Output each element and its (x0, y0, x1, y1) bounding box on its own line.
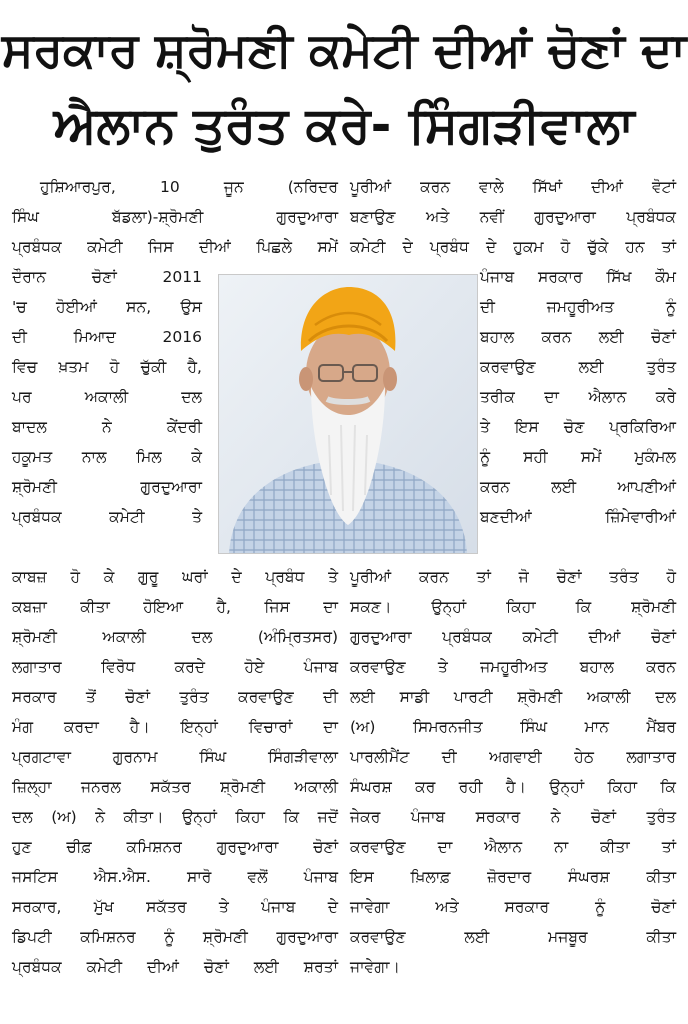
left-column-line: ਪ੍ਰਬੰਧਕ ਕਮੇਟੀ ਜਿਸ ਦੀਆਂ ਪਿਛਲੇ ਸਮੇਂ (12, 238, 338, 256)
right-column-line: ਜਾਵੇਗਾ ਅਤੇ ਸਰਕਾਰ ਨੂੰ ਚੋਣਾਂ (350, 898, 676, 916)
right-column-line: ਕਰਵਾਉਣ ਲਈ ਤੁਰੰਤ (480, 358, 676, 376)
right-column-line: ਜੇਕਰ ਪੰਜਾਬ ਸਰਕਾਰ ਨੇ ਚੋਣਾਂ ਤੁਰੰਤ (350, 808, 676, 826)
right-column-line: ਬਹਾਲ ਕਰਨ ਲਈ ਚੋਣਾਂ (480, 328, 676, 346)
portrait-illustration (219, 275, 477, 553)
right-column-line: ਸਕਣ। ਉਨ੍ਹਾਂ ਕਿਹਾ ਕਿ ਸ਼੍ਰੋਮਣੀ (350, 598, 676, 616)
left-column-line: ਹਕੂਮਤ ਨਾਲ ਮਿਲ ਕੇ (12, 448, 202, 466)
left-column-line: ਸ਼੍ਰੋਮਣੀ ਗੁਰਦੁਆਰਾ (12, 478, 202, 496)
left-column-line: ਜ਼ਿਲ੍ਹਾ ਜਨਰਲ ਸਕੱਤਰ ਸ਼੍ਰੋਮਣੀ ਅਕਾਲੀ (12, 778, 338, 796)
right-column-line: ਤਰੀਕ ਦਾ ਐਲਾਨ ਕਰੇ (480, 388, 676, 406)
right-column-line: ਤੇ ਇਸ ਚੋਣ ਪ੍ਰਕਿਰਿਆ (480, 418, 676, 436)
right-column-line: ਕਰਵਾਉਣ ਦਾ ਐਲਾਨ ਨਾ ਕੀਤਾ ਤਾਂ (350, 838, 676, 856)
left-column-line: ਸਰਕਾਰ ਤੋਂ ਚੋਣਾਂ ਤੁਰੰਤ ਕਰਵਾਉਣ ਦੀ (12, 688, 338, 706)
right-column-line: ਕਰਵਾਉਣ ਤੇ ਜਮਹੂਰੀਅਤ ਬਹਾਲ ਕਰਨ (350, 658, 676, 676)
left-column-line: ਪਰ ਅਕਾਲੀ ਦਲ (12, 388, 202, 406)
left-column-line: ਪ੍ਰਬੰਧਕ ਕਮੇਟੀ ਤੇ (12, 508, 202, 526)
left-column-line: ਵਿਚ ਖ਼ਤਮ ਹੋ ਚੁੱਕੀ ਹੈ, (12, 358, 202, 376)
headline-line-1: ਸਰਕਾਰ ਸ਼੍ਰੋਮਣੀ ਕਮੇਟੀ ਦੀਆਂ ਚੋਣਾਂ ਦਾ (1, 23, 687, 78)
left-column-line: ਪ੍ਰਗਟਾਵਾ ਗੁਰਨਾਮ ਸਿੰਘ ਸਿੰਗੜੀਵਾਲਾ (12, 748, 338, 766)
headline-line-2: ਐਲਾਨ ਤੁਰੰਤ ਕਰੇ- ਸਿੰਗੜੀਵਾਲਾ (53, 96, 635, 154)
left-column-line: ਸਿੰਘ ਬੱਡਲਾ)-ਸ਼੍ਰੋਮਣੀ ਗੁਰਦੁਆਰਾ (12, 208, 338, 226)
left-column-line: ਬਾਦਲ ਨੇ ਕੇਂਦਰੀ (12, 418, 202, 436)
right-column-line: ਗੁਰਦੁਆਰਾ ਪ੍ਰਬੰਧਕ ਕਮੇਟੀ ਦੀਆਂ ਚੋਣਾਂ (350, 628, 676, 646)
right-column-line: ਕਰਵਾਉਣ ਲਈ ਮਜਬੂਰ ਕੀਤਾ (350, 928, 676, 946)
right-column-line: (ਅ) ਸਿਮਰਨਜੀਤ ਸਿੰਘ ਮਾਨ ਮੈਂਬਰ (350, 718, 676, 736)
right-column-line: ਕਰਨ ਲਈ ਆਪਣੀਆਂ (480, 478, 676, 496)
left-column-line: ਹੁਣ ਚੀਫ਼ ਕਮਿਸ਼ਨਰ ਗੁਰਦੁਆਰਾ ਚੋਣਾਂ (12, 838, 338, 856)
left-column-line: ਪ੍ਰਬੰਧਕ ਕਮੇਟੀ ਦੀਆਂ ਚੋਣਾਂ ਲਈ ਸ਼ਰਤਾਂ (12, 958, 338, 976)
left-column-line: ਦਲ (ਅ) ਨੇ ਕੀਤਾ। ਉਨ੍ਹਾਂ ਕਿਹਾ ਕਿ ਜਦੋਂ (12, 808, 338, 826)
left-column-line: ਜਸਟਿਸ ਐਸ.ਐਸ. ਸਾਰੋ ਵਲੋਂ ਪੰਜਾਬ (12, 868, 338, 886)
right-column-line: ਕਮੇਟੀ ਦੇ ਪ੍ਰਬੰਧ ਦੇ ਹੁਕਮ ਹੋ ਚੁੱਕੇ ਹਨ ਤਾਂ (350, 238, 676, 256)
portrait-photo (218, 274, 478, 554)
right-column-line: ਜਾਵੇਗਾ। (350, 958, 400, 976)
right-column-line: ਦੀ ਜਮਹੂਰੀਅਤ ਨੂੰ (480, 298, 676, 316)
right-column-line: ਪੰਜਾਬ ਸਰਕਾਰ ਸਿੱਖ ਕੌਮ (480, 268, 676, 286)
left-column-line: ਸ਼੍ਰੋਮਣੀ ਅਕਾਲੀ ਦਲ (ਅੰਮ੍ਰਿਤਸਰ) (12, 628, 338, 646)
left-column-line: ਕਾਬਜ਼ ਹੋ ਕੇ ਗੁਰੂ ਘਰਾਂ ਦੇ ਪ੍ਰਬੰਧ ਤੇ (12, 568, 338, 586)
right-column-line: ਇਸ ਖ਼ਿਲਾਫ਼ ਜ਼ੋਰਦਾਰ ਸੰਘਰਸ਼ ਕੀਤਾ (350, 868, 676, 886)
right-column-line: ਬਣਦੀਆਂ ਜ਼ਿੰਮੇਵਾਰੀਆਂ (480, 508, 676, 526)
left-column-line: ਸਰਕਾਰ, ਮੁੱਖ ਸਕੱਤਰ ਤੇ ਪੰਜਾਬ ਦੇ (12, 898, 338, 916)
left-column-line: ਦੌਰਾਨ ਚੋਣਾਂ 2011 (12, 268, 202, 286)
right-column-line: ਪਾਰਲੀਮੈਂਟ ਦੀ ਅਗਵਾਈ ਹੇਠ ਲਗਾਤਾਰ (350, 748, 676, 766)
left-column-line: ਦੀ ਮਿਆਦ 2016 (12, 328, 202, 346)
left-column-line: ਹੁਸ਼ਿਆਰਪੁਰ, 10 ਜੂਨ (ਨਰਿਦਰ (40, 178, 338, 196)
left-column-line: ਕਬਜ਼ਾ ਕੀਤਾ ਹੋਇਆ ਹੈ, ਜਿਸ ਦਾ (12, 598, 338, 616)
right-column-line: ਨੂੰ ਸਹੀ ਸਮੇਂ ਮੁਕੰਮਲ (480, 448, 676, 466)
left-column-line: ਲਗਾਤਾਰ ਵਿਰੋਧ ਕਰਦੇ ਹੋਏ ਪੰਜਾਬ (12, 658, 338, 676)
left-column-line: ਮੰਗ ਕਰਦਾ ਹੈ। ਇਨ੍ਹਾਂ ਵਿਚਾਰਾਂ ਦਾ (12, 718, 338, 736)
right-column-line: ਪੂਰੀਆਂ ਕਰਨ ਤਾਂ ਜੋ ਚੋਣਾਂ ਤਰੰਤ ਹੋ (350, 568, 676, 586)
right-column-line: ਬਣਾਉਣ ਅਤੇ ਨਵੀਂ ਗੁਰਦੁਆਰਾ ਪ੍ਰਬੰਧਕ (350, 208, 676, 226)
right-column-line: ਪੂਰੀਆਂ ਕਰਨ ਵਾਲੇ ਸਿੱਖਾਂ ਦੀਆਂ ਵੋਟਾਂ (350, 178, 676, 196)
right-column-line: ਲਈ ਸਾਡੀ ਪਾਰਟੀ ਸ਼੍ਰੋਮਣੀ ਅਕਾਲੀ ਦਲ (350, 688, 676, 706)
right-column-line: ਸੰਘਰਸ਼ ਕਰ ਰਹੀ ਹੈ। ਉਨ੍ਹਾਂ ਕਿਹਾ ਕਿ (350, 778, 676, 796)
left-column-line: ਡਿਪਟੀ ਕਮਿਸ਼ਨਰ ਨੂੰ ਸ਼੍ਰੋਮਣੀ ਗੁਰਦੁਆਰਾ (12, 928, 338, 946)
left-column-line: 'ਚ ਹੋਈਆਂ ਸਨ, ਉਸ (12, 298, 202, 316)
